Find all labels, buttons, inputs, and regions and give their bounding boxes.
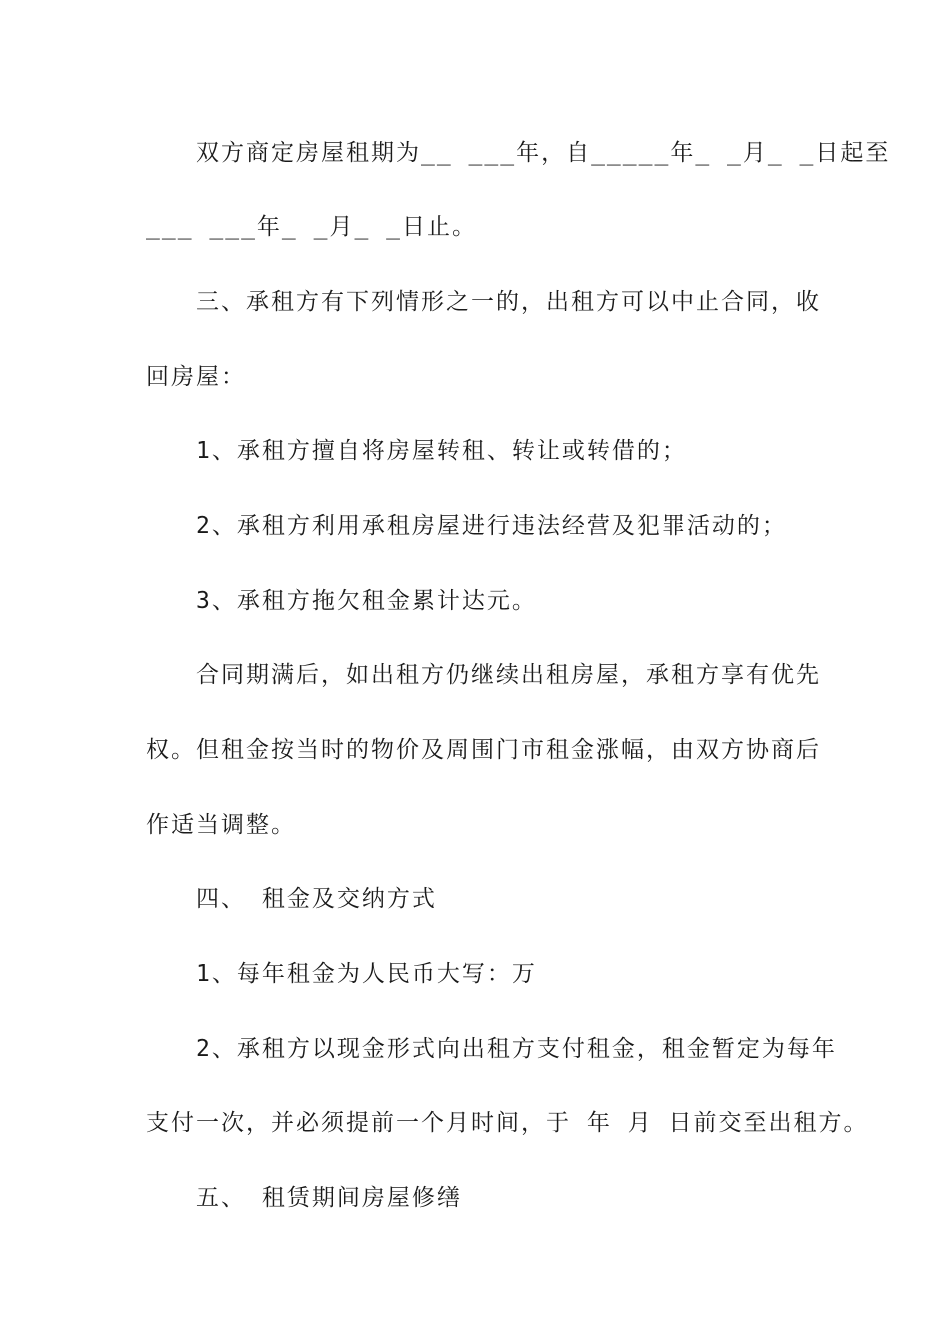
- text-line-1: 双方商定房屋租期为__ ___年，自_____年_ _月_ _日起至: [146, 140, 891, 166]
- text-line-14: 支付一次，并必须提前一个月时间，于 年 月 日前交至出租方。: [146, 1110, 869, 1136]
- text-line-7: 3、承租方拖欠租金累计达元。: [146, 588, 537, 614]
- text-line-9: 权。但租金按当时的物价及周围门市租金涨幅，由双方协商后: [146, 737, 821, 763]
- text-line-2: ___ ___年_ _月_ _日止。: [146, 214, 478, 240]
- text-line-4: 回房屋：: [146, 364, 246, 390]
- text-line-6: 2、承租方利用承租房屋进行违法经营及犯罪活动的；: [146, 513, 787, 539]
- text-line-5: 1、承租方擅自将房屋转租、转让或转借的；: [146, 438, 687, 464]
- text-line-11: 四、 租金及交纳方式: [146, 886, 437, 912]
- text-line-13: 2、承租方以现金形式向出租方支付租金，租金暂定为每年: [146, 1036, 837, 1062]
- text-line-8: 合同期满后，如出租方仍继续出租房屋，承租方享有优先: [146, 662, 821, 688]
- text-line-10: 作适当调整。: [146, 812, 296, 838]
- text-line-12: 1、每年租金为人民币大写：万: [146, 961, 537, 987]
- text-line-15: 五、 租赁期间房屋修缮: [146, 1185, 462, 1211]
- text-line-3: 三、承租方有下列情形之一的，出租方可以中止合同，收: [146, 289, 821, 315]
